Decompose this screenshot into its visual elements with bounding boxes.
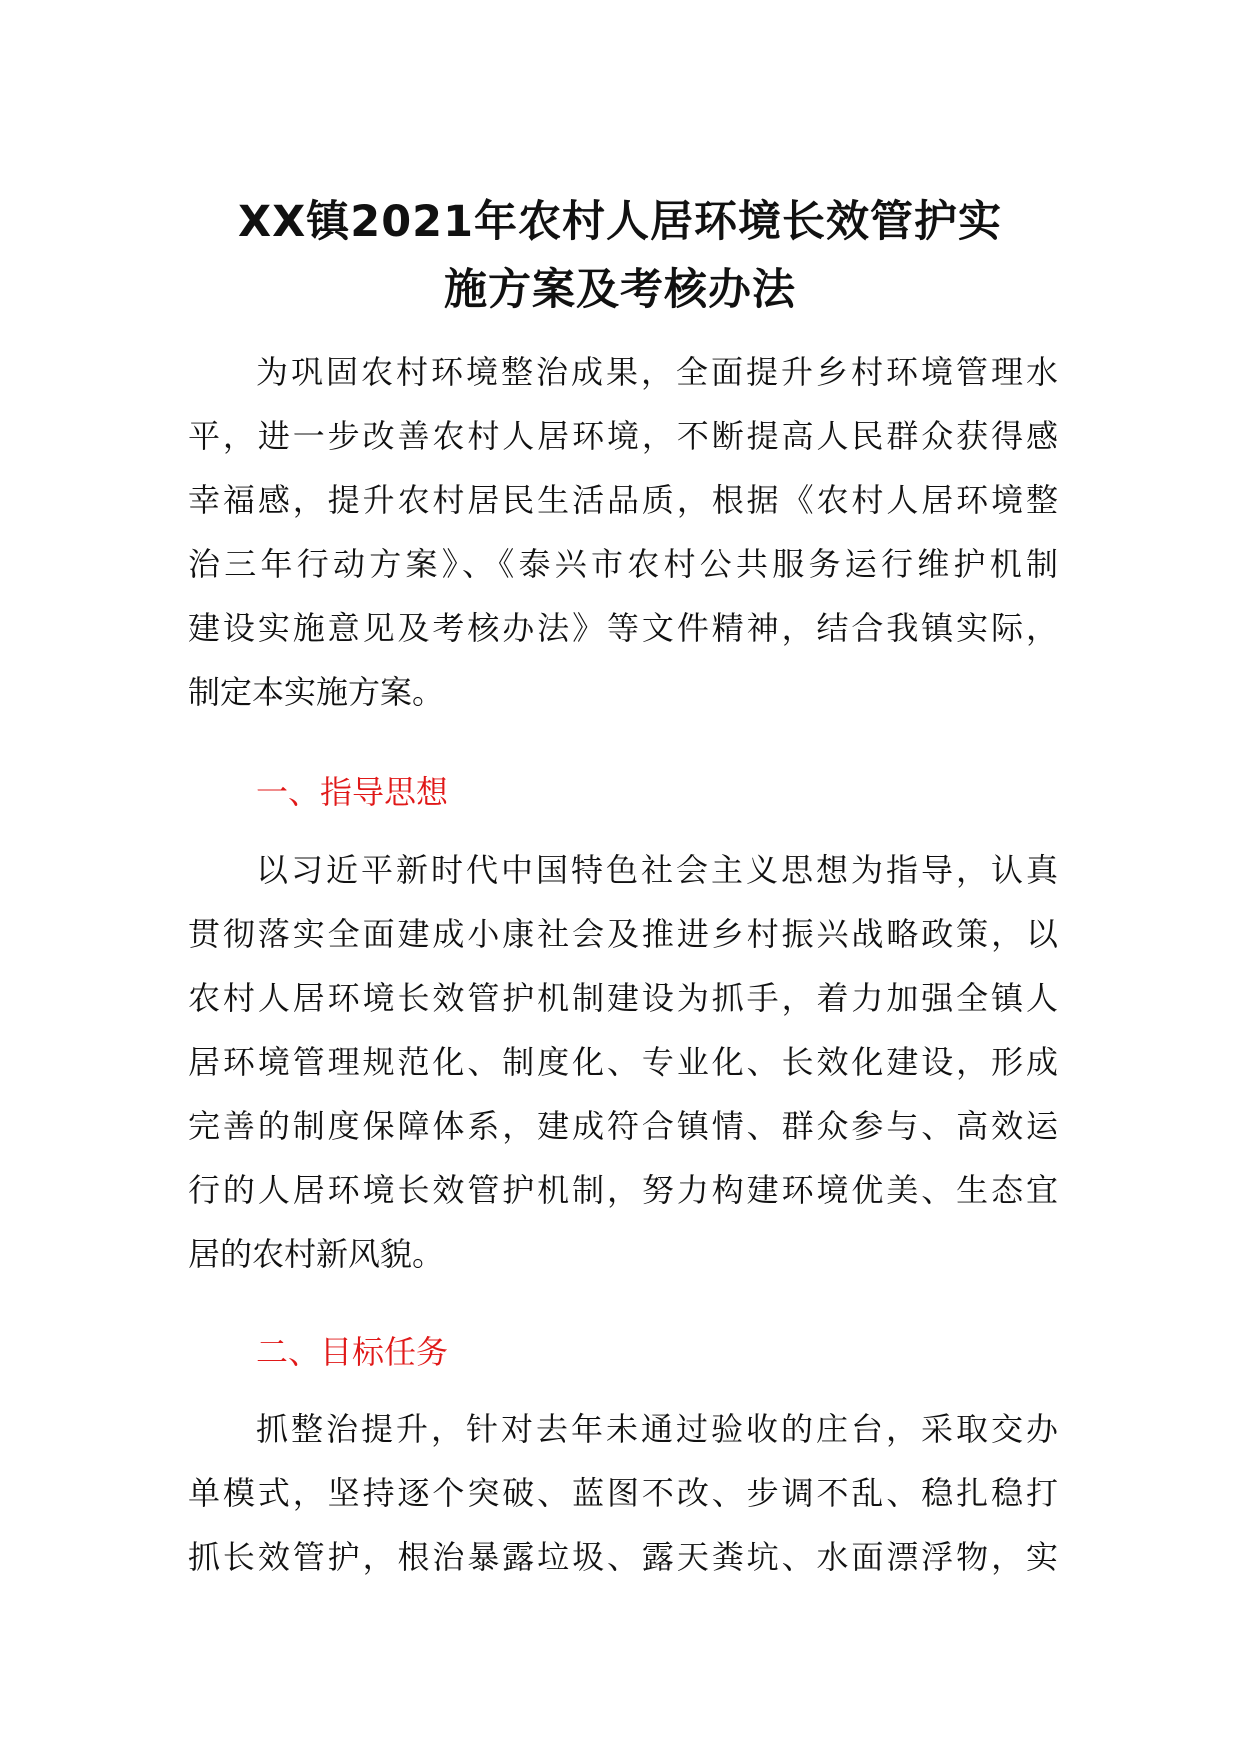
paragraph-line: 行的人居环境长效管护机制，努力构建环境优美、生态宜 [188,1171,1058,1209]
section1-paragraph [188,838,1058,1286]
paragraph-line: 幸福感，提升农村居民生活品质，根据《农村人居环境整 [188,481,1058,519]
section-heading-goals-tasks: 二、目标任务 [256,1333,449,1371]
intro-paragraph [188,340,1058,724]
title-line-1: XX镇2021年农村人居环境长效管护实 [238,197,1002,247]
paragraph-line: 农村人居环境长效管护机制建设为抓手，着力加强全镇人 [188,979,1058,1017]
paragraph-line: 治三年行动方案》、《泰兴市农村公共服务运行维护机制 [188,545,1058,583]
paragraph-line: 居环境管理规范化、制度化、专业化、长效化建设，形成 [188,1043,1058,1081]
section2-paragraph [188,1397,1058,1589]
section-heading-guiding-ideology: 一、指导思想 [256,773,449,811]
title-line-2: 施方案及考核办法 [444,265,796,315]
paragraph-line: 单模式，坚持逐个突破、蓝图不改、步调不乱、稳扎稳打 [188,1474,1058,1512]
paragraph-line: 制定本实施方案。 [188,673,445,711]
paragraph-line: 平，进一步改善农村人居环境，不断提高人民群众获得感 [188,417,1058,455]
paragraph-line: 建设实施意见及考核办法》等文件精神，结合我镇实际， [188,609,1058,647]
paragraph-line: 居的农村新风貌。 [188,1235,445,1273]
document-title [150,188,1090,324]
paragraph-line: 完善的制度保障体系，建成符合镇情、群众参与、高效运 [188,1107,1058,1145]
paragraph-line: 以习近平新时代中国特色社会主义思想为指导，认真 [256,851,1058,889]
paragraph-line: 贯彻落实全面建成小康社会及推进乡村振兴战略政策，以 [188,915,1058,953]
paragraph-line: 为巩固农村环境整治成果，全面提升乡村环境管理水 [256,353,1058,391]
paragraph-line: 抓整治提升，针对去年未通过验收的庄台，采取交办 [256,1410,1058,1448]
paragraph-line: 抓长效管护，根治暴露垃圾、露天粪坑、水面漂浮物，实 [188,1538,1058,1576]
